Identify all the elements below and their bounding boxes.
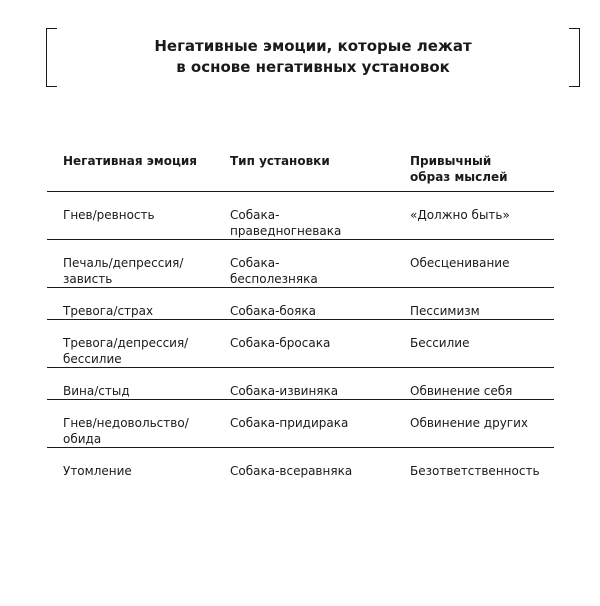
cell-line: Собака-	[230, 255, 280, 270]
cell-line: Собака-всеравняка	[230, 463, 353, 478]
emotion-cell	[47, 447, 214, 479]
thinking-pattern-cell	[394, 399, 554, 447]
thinking-pattern-cell	[394, 239, 554, 287]
cell-line: Печаль/депрессия/	[63, 255, 184, 270]
cell-line: «Должно быть»	[410, 207, 510, 222]
table-row	[47, 239, 554, 287]
cell-line: Собака-придирака	[230, 415, 349, 430]
table-row	[47, 367, 554, 399]
thinking-pattern-cell	[394, 319, 554, 367]
emotion-cell	[47, 399, 214, 447]
table-row	[47, 287, 554, 319]
attitude-type-cell	[214, 447, 394, 479]
thinking-pattern-cell	[394, 447, 554, 479]
cell-line: Обесценивание	[410, 255, 510, 270]
title-line-2: в основе негативных установок	[176, 58, 450, 76]
cell-line: Обвинение себя	[410, 383, 513, 398]
cell-line: Собака-бояка	[230, 303, 316, 318]
cell-line: Собака-	[230, 207, 280, 222]
cell-line: Безответственность	[410, 463, 540, 478]
table-row	[47, 191, 554, 239]
emotion-cell	[47, 191, 214, 239]
attitude-type-cell	[214, 399, 394, 447]
attitude-type-cell	[214, 239, 394, 287]
emotion-cell	[47, 239, 214, 287]
emotion-cell	[47, 287, 214, 319]
emotion-cell	[47, 319, 214, 367]
title-frame	[46, 28, 580, 86]
thinking-pattern-cell	[394, 191, 554, 239]
cell-line: Гнев/недовольство/	[63, 415, 189, 430]
cell-line: Тревога/страх	[63, 303, 154, 318]
attitude-type-cell	[214, 191, 394, 239]
emotion-cell	[47, 367, 214, 399]
cell-line: праведногневака	[230, 223, 342, 238]
cell-line: Обвинение других	[410, 415, 529, 430]
thinking-pattern-cell	[394, 367, 554, 399]
table-row	[47, 447, 554, 479]
cell-line: Собака-извиняка	[230, 383, 339, 398]
cell-line: Пессимизм	[410, 303, 480, 318]
header-cell	[214, 145, 394, 191]
table-header-row	[47, 145, 554, 191]
attitude-type-cell	[214, 287, 394, 319]
emotions-table	[47, 145, 554, 479]
title-line-1: Негативные эмоции, которые лежат	[154, 37, 472, 55]
cell-line: Бессилие	[410, 335, 470, 350]
cell-line: Тревога/депрессия/	[63, 335, 189, 350]
attitude-type-cell	[214, 367, 394, 399]
cell-line: Привычный	[410, 154, 492, 168]
cell-line: обида	[63, 431, 102, 446]
cell-line: Гнев/ревность	[63, 207, 155, 222]
page-title	[46, 36, 580, 78]
table-row	[47, 399, 554, 447]
cell-line: зависть	[63, 271, 113, 286]
cell-line: бесполезняка	[230, 271, 318, 286]
cell-line: бессилие	[63, 351, 122, 366]
cell-line: Тип установки	[230, 154, 330, 168]
thinking-pattern-cell	[394, 287, 554, 319]
cell-line: образ мыслей	[410, 170, 508, 184]
cell-line: Вина/стыд	[63, 383, 130, 398]
attitude-type-cell	[214, 319, 394, 367]
table-row	[47, 319, 554, 367]
cell-line: Утомление	[63, 463, 132, 478]
cell-line: Негативная эмоция	[63, 154, 197, 168]
header-cell	[47, 145, 214, 191]
header-cell	[394, 145, 554, 191]
cell-line: Собака-бросака	[230, 335, 331, 350]
